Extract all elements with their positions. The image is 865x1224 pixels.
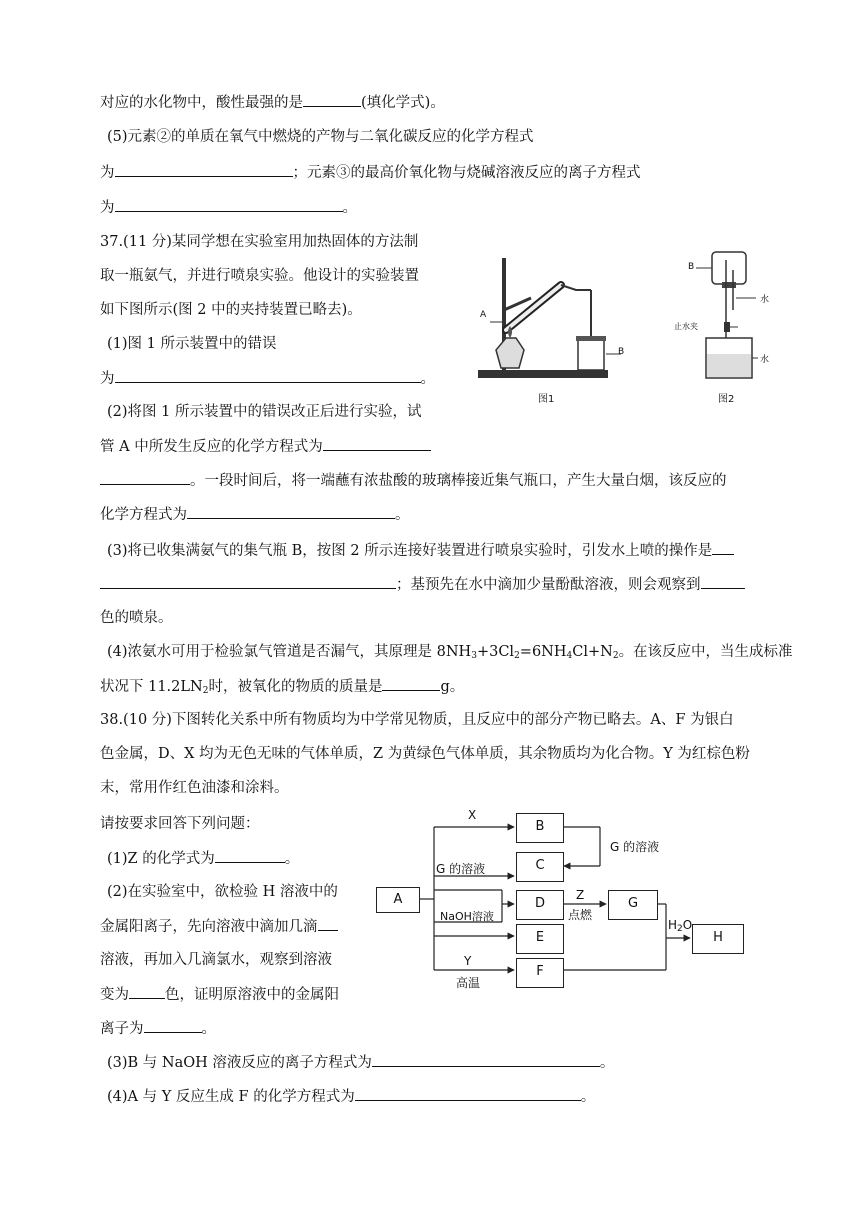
label-G-solution: G 的溶液 bbox=[436, 862, 486, 876]
label-NaOH: NaOH溶液 bbox=[440, 910, 494, 923]
figure-1-apparatus bbox=[476, 250, 636, 410]
answer-blank[interactable] bbox=[187, 504, 395, 519]
q37-line7: 管 A 中所发生反应的化学方程式为 bbox=[100, 436, 431, 457]
node-H: H bbox=[692, 924, 744, 954]
q37-line11: ；基预先在水中滴加少量酚酞溶液，则会观察到 bbox=[100, 574, 745, 595]
node-G: G bbox=[608, 890, 658, 920]
q38-line11: (3)B 与 NaOH 溶液反应的离子方程式为 。 bbox=[107, 1052, 614, 1073]
answer-blank[interactable] bbox=[355, 1086, 581, 1101]
q38-line7: 金属阳离子，先向溶液中滴加几滴 bbox=[100, 916, 338, 937]
answer-blank[interactable] bbox=[129, 984, 165, 999]
answer-blank[interactable] bbox=[115, 197, 343, 212]
figure-1-drawing bbox=[476, 250, 636, 410]
q38-line1: 38.(10 分)下图转化关系中所有物质均为中学常见物质，且反应中的部分产物已略去。A、F 为银白 bbox=[100, 712, 734, 728]
q36-line4: 为 。 bbox=[100, 197, 357, 218]
answer-blank[interactable] bbox=[115, 368, 421, 383]
q37-line10: (3)将已收集满氨气的集气瓶 B，按图 2 所示连接好装置进行喷泉实验时，引发水上喷的操作是 bbox=[107, 540, 734, 561]
label-B: B bbox=[618, 347, 625, 357]
q38-line5: (1)Z 的化学式为 。 bbox=[107, 848, 299, 869]
q37-line5: 为 。 bbox=[100, 368, 435, 389]
answer-blank[interactable] bbox=[382, 676, 440, 691]
q38-line2: 色金属，D、X 均为无色无味的气体单质，Z 为黄绿色气体单质，其余物质均为化合物。Y 为红棕色粉 bbox=[100, 746, 750, 762]
label-high-temp: 高温 bbox=[456, 976, 481, 990]
q38-line6: (2)在实验室中，欲检验 H 溶液中的 bbox=[107, 884, 338, 900]
figure-2-apparatus bbox=[674, 250, 790, 410]
beaker-water bbox=[707, 354, 751, 377]
label-ignite: 点燃 bbox=[568, 908, 593, 922]
node-E: E bbox=[516, 924, 564, 954]
answer-blank[interactable] bbox=[318, 916, 338, 931]
node-D: D bbox=[516, 890, 564, 920]
q38-line3: 末，常用作红色油漆和涂料。 bbox=[100, 780, 289, 796]
answer-blank[interactable] bbox=[115, 162, 293, 177]
answer-blank[interactable] bbox=[323, 436, 431, 451]
q38-line9: 变为 色，证明原溶液中的金属阳 bbox=[100, 984, 339, 1005]
answer-blank[interactable] bbox=[100, 470, 190, 485]
answer-blank[interactable] bbox=[303, 92, 361, 107]
alcohol-lamp bbox=[496, 338, 524, 368]
diagram-arrows bbox=[370, 808, 760, 998]
label-A: A bbox=[480, 310, 487, 320]
node-A: A bbox=[376, 887, 420, 913]
label-Z: Z bbox=[576, 888, 585, 902]
base-plate bbox=[478, 370, 608, 378]
q37-line2: 取一瓶氨气，并进行喷泉实验。他设计的实验装置 bbox=[100, 268, 419, 284]
q36-line2: (5)元素②的单质在氧气中燃烧的产物与二氧化碳反应的化学方程式 bbox=[107, 129, 534, 145]
node-F: F bbox=[516, 958, 564, 988]
q38-line4: 请按要求回答下列问题： bbox=[100, 816, 260, 832]
answer-blank[interactable] bbox=[372, 1052, 600, 1067]
answer-blank[interactable] bbox=[100, 574, 396, 589]
answer-blank[interactable] bbox=[701, 574, 745, 589]
gas-jar-B bbox=[578, 340, 604, 370]
answer-blank[interactable] bbox=[144, 1018, 202, 1033]
label-water-1: 水 bbox=[760, 295, 770, 305]
q38-line8: 溶液，再加入几滴氯水，观察到溶液 bbox=[100, 952, 332, 968]
q37-line12: 色的喷泉。 bbox=[100, 610, 173, 626]
q38-line12: (4)A 与 Y 反应生成 F 的化学方程式为 。 bbox=[107, 1086, 595, 1107]
label-water-2: 水 bbox=[760, 355, 770, 365]
q38-line10: 离子为 。 bbox=[100, 1018, 216, 1039]
q37-line9: 化学方程式为 。 bbox=[100, 504, 410, 525]
label-B2: B bbox=[688, 262, 695, 272]
q37-line14: 状况下 $11.2LN_2$时，被氧化的物质的质量是 g。 bbox=[100, 676, 464, 701]
answer-blank[interactable] bbox=[712, 540, 734, 555]
label-clamp: 止水夹 bbox=[674, 322, 698, 331]
q37-line8: 。一段时间后，将一端蘸有浓盐酸的玻璃棒接近集气瓶口，产生大量白烟，该反应的 bbox=[100, 470, 727, 491]
answer-blank[interactable] bbox=[215, 848, 285, 863]
node-B: B bbox=[516, 813, 564, 843]
label-H2O: $H_2O$ bbox=[668, 918, 693, 934]
q37-line3: 如下图所示(图 2 中的夹持装置已略去)。 bbox=[100, 302, 362, 318]
q37-line4: (1)图 1 所示装置中的错误 bbox=[107, 336, 277, 352]
q37-line6: (2)将图 1 所示装置中的错误改正后进行实验，试 bbox=[107, 404, 422, 420]
q36-line1: 对应的水化物中，酸性最强的是 (填化学式)。 bbox=[100, 92, 445, 113]
label-G-solution-2: G 的溶液 bbox=[610, 840, 660, 854]
flask-B bbox=[712, 252, 746, 284]
figure-1-caption: 图1 bbox=[538, 394, 555, 405]
figure-2-caption: 图2 bbox=[718, 394, 735, 405]
clamp bbox=[724, 322, 730, 332]
q37-line13: (4)浓氨水可用于检验氯气管道是否漏气，其原理是 $8NH_3+3Cl_2=6NH_4Cl+N_2$。在该反应中，当生成标准 bbox=[107, 644, 793, 661]
q37-line1: 37.(11 分)某同学想在实验室用加热固体的方法制 bbox=[100, 234, 419, 250]
reaction-diagram bbox=[370, 808, 760, 998]
label-Y: Y bbox=[464, 954, 472, 968]
delivery-tube bbox=[561, 285, 591, 290]
label-X: X bbox=[468, 808, 477, 822]
q36-line3: 为 ；元素③的最高价氧化物与烧碱溶液反应的离子方程式 bbox=[100, 162, 641, 183]
node-C: C bbox=[516, 852, 564, 882]
